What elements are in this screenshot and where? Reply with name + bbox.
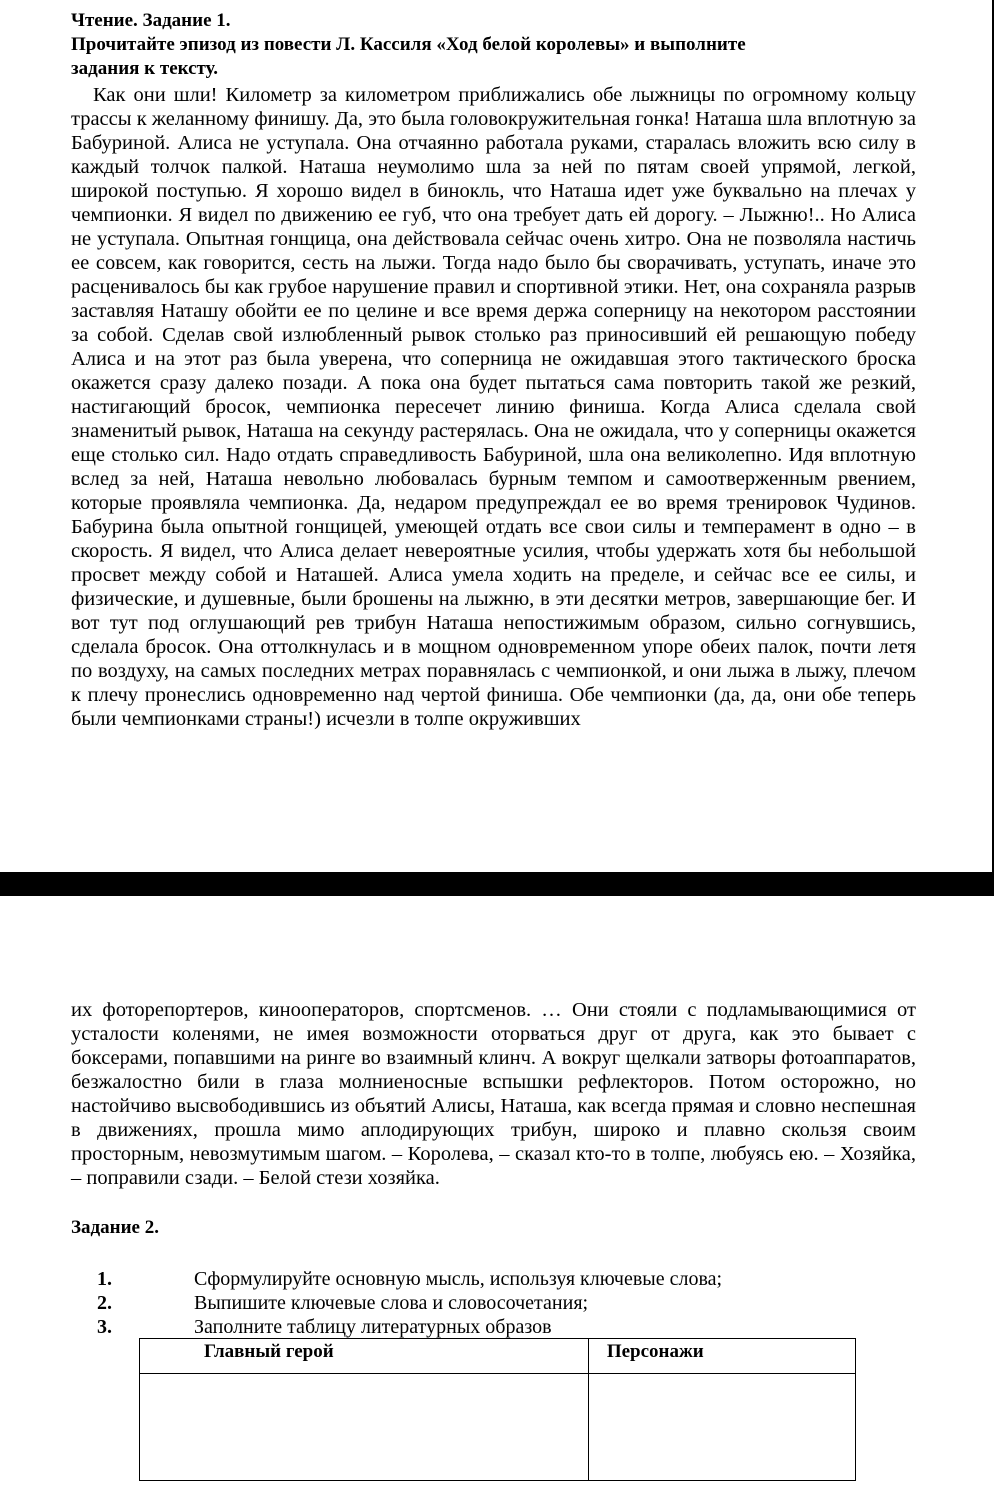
- passage-part-1: [71, 83, 916, 731]
- passage-part-2: [71, 998, 916, 1190]
- heading-line-2: Прочитайте эпизод из повести Л. Кассиля «Ход белой королевы» и выполните: [71, 34, 746, 55]
- table-row: [140, 1374, 856, 1481]
- heading-line-3: задания к тексту.: [71, 58, 218, 79]
- task-2-list: [97, 1267, 917, 1339]
- task-item-text: Заполните таблицу литературных образов: [194, 1316, 552, 1338]
- task-item-number: 2.: [97, 1292, 112, 1314]
- reading-task-heading: [71, 9, 916, 81]
- header-characters: Персонажи: [588, 1339, 855, 1374]
- page-break: [0, 872, 994, 896]
- task-item: [97, 1291, 917, 1315]
- cell-characters[interactable]: [588, 1374, 855, 1481]
- task-item: [97, 1315, 917, 1339]
- heading-line-1: Чтение. Задание 1.: [71, 10, 231, 31]
- task-item-text: Выпишите ключевые слова и словосочетания;: [194, 1292, 589, 1314]
- table-header-row: [140, 1339, 856, 1374]
- task-item: [97, 1267, 917, 1291]
- passage-paragraph-1: Как они шли! Километр за километром приближались обе лыжницы по огромному кольцу трассы к желанному финишу. Да, это была головокружительная гонка! Наташа шла вплотную за Бабуриной. Алиса не уступала. Она отчаянно работала руками, старалась вложить всю силу в каждый толчок палкой. Наташа неумолимо шла за ней по пятам своей упрямой, легкой, широкой поступью. Я хорошо видел в бинокль, что Наташа идет уже буквально на плечах у чемпионки. Я видел по движению ее губ, что она требует дать ей дорогу. – Лыжню!.. Но Алиса не уступала. Опытная гонщица, она действовала сейчас очень хитро. Она не позволяла настичь ее совсем, как говорится, сесть на лыжи. Тогда надо было бы сворачивать, уступать, иначе это расценивалось бы как грубое нарушение правил и спортивной этики. Нет, она сохраняла разрыв заставляя Наташу обойти ее по целине и все время держа соперницу на некотором расстоянии за собой. Сделав свой излюбленный рывок столько раз приносивший ей решающую победу Алиса и на этот раз была уверена, что соперница не ожидавшая этого тактического броска окажется сразу далеко позади. А пока она будет пытаться сама повторить такой же резкий, настигающий бросок, чемпионка пересечет линию финиша. Когда Алиса сделала свой знаменитый рывок, Наташа на секунду растерялась. Она не ожидала, что у соперницы окажется еще столько сил. Надо отдать справедливость Бабуриной, шла она великолепно. Идя вплотную вслед за ней, Наташа невольно любовалась бурным темпом и самоотверженным рвением, которые проявляла чемпионка. Да, недаром предупреждал ее во время тренировок Чудинов. Бабурина была опытной гонщицей, умеющей отдать все свои силы и темперамент в одно – в скорость. Я видел, что Алиса делает невероятные усилия, чтобы удержать хотя бы небольшой просвет между собой и Наташей. Алиса умела ходить на пределе, и сейчас все ее силы, и физические, и душевные, были брошены на лыжню, в эти десятки метров, завершающие бег. И вот тут под оглушающий рев трибун Наташа непостижимым образом, сильно согнувшись, сделала бросок. Она оттолкнулась и в мощном одновременном упоре обеих палок, почти летя по воздуху, на самых последних метрах поравнялась с чемпионкой, и они лыжа в лыжу, плечом к плечу пронеслись одновременно над чертой финиша. Обе чемпионки (да, да, они обе теперь были чемпионками страны!) исчезли в толпе окруживших: [71, 84, 916, 730]
- header-main-hero: Главный герой: [140, 1339, 589, 1374]
- literary-images-table: [139, 1338, 856, 1481]
- task-2-title: Задание 2.: [71, 1217, 159, 1238]
- task-item-number: 1.: [97, 1268, 112, 1290]
- cell-main-hero[interactable]: [140, 1374, 589, 1481]
- task-item-number: 3.: [97, 1316, 112, 1338]
- task-item-text: Сформулируйте основную мысль, используя ключевые слова;: [194, 1268, 723, 1290]
- passage-paragraph-2: их фоторепортеров, кинооператоров, спортсменов. … Они стояли с подламывающимися от усталости коленями, не имея возможности оторваться друг от друга, как это бывает с боксерами, попавшими на ринге во взаимный клинч. А вокруг щелкали затворы фотоаппаратов, безжалостно били в глаза молниеносные вспышки рефлекторов. Потом осторожно, но настойчиво высвободившись из объятий Алисы, Наташа, как всегда прямая и словно неспешная в движениях, прошла мимо аплодирующих трибун, широко и плавно скользя своим просторным, невозмутимым шагом. – Королева, – сказал кто-то в толпе, любуясь ею. – Хозяйка, – поправили сзади. – Белой стези хозяйка.: [71, 999, 916, 1189]
